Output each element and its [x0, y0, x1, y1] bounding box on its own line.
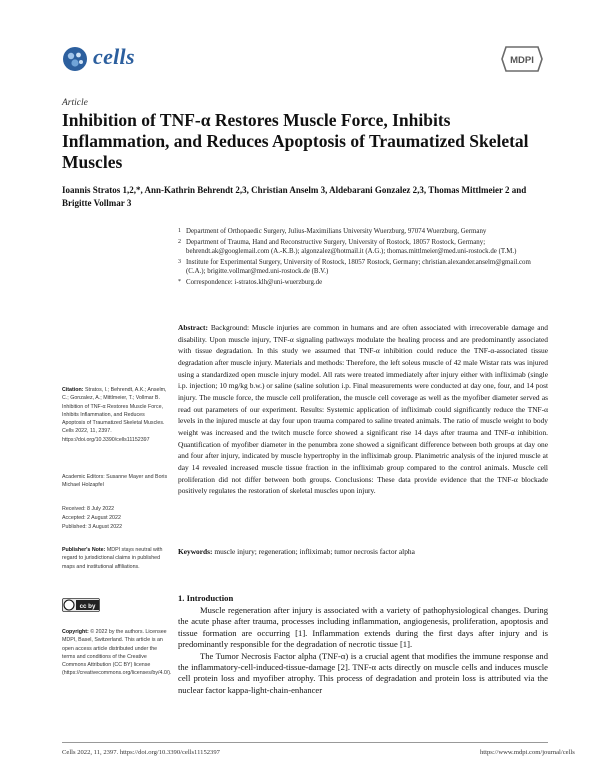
introduction-body — [178, 605, 548, 696]
footer-citation: Cells 2022, 11, 2397. https://doi.org/10.3390/cells11152397 — [62, 749, 220, 756]
abstract-text: Background: Muscle injuries are common in humans and are often associated with irrecoverable damage and disability. Upon muscle injury, TNF-α signaling pathways modulate the healing process and are predominantly associated with tissue degradation. In this study we assumed that TNF-α inhibition could reduce the TNF-α-associated tissue degradation after muscle injury. Materials and methods: Therefore, the left soleus muscle of 42 male Wistar rats was injured using a standardized open muscle injury model. All rats were treated immediately after injury either with infliximab (single i.p. injection; 10 mg/kg b.w.) or saline (saline solution i.p. Final measurements were conducted at day one, four, and 14 post injury. The muscle force, the muscle cell proliferation, the muscle cell coverage as well as the myofiber diameter served as read out parameters of our experiment. Results: Systemic application of infliximab could significantly reduce the TNF-α levels in the injured muscle at day four upon trauma compared to saline treated animals. The ratio of muscle weight to body weight was increased and the twitch muscle force showed a significant rise 14 days after trauma and TNF-α inhibition. Quantification of myofiber diameter in the penumbra zone showed a significant difference between both groups at day one and four after injury, indicated by muscle hypertrophy in the infliximab group. Planimetric analysis of the injured muscle at day 14 revealed increased muscle tissue fraction in the infliximab group compared to the control animals. Muscle cell proliferation did not differ between both groups. Conclusions: These data provide evidence that the TNF-α blockade positively regulates the restoration of skeletal muscles upon injury. — [178, 323, 548, 496]
publisher-note-label: Publisher's Note: — [62, 547, 106, 553]
intro-paragraph: Muscle regeneration after injury is associated with a variety of pathophysiological changes. During the acute phase after trauma, processes including inflammation, angiogenesis, proliferation, apoptosis and tissue formation are occurring [1]. Inflammation extends during the first days after injury and is predominantly responsible for the degradation of necrotic tissue [1]. — [178, 605, 548, 650]
keywords-label: Keywords: — [178, 547, 213, 556]
cc-by-license-badge — [62, 598, 100, 612]
paper-title: Inhibition of TNF-α Restores Muscle Force, Inhibits Inflammation, and Reduces Apoptosis of Traumatized Skeletal Muscles — [62, 110, 529, 172]
accepted-date: Accepted: 2 August 2022 — [62, 515, 121, 521]
affiliations — [178, 227, 548, 290]
article-type: Article — [62, 98, 88, 108]
published-date: Published: 3 August 2022 — [62, 524, 123, 530]
affiliation-text: Institute for Experimental Surgery, University of Rostock, 18057 Rostock, Germany; christian.alexander.anselm@gmail.com (C.A.); brigitte.vollmar@med.uni-rostock.de (B.V.) — [186, 259, 531, 276]
affiliation-marker: * — [178, 279, 181, 286]
footer-journal-url[interactable]: https://www.mdpi.com/journal/cells — [480, 749, 575, 756]
cells-logo-icon — [62, 46, 88, 72]
abstract — [178, 322, 548, 497]
footer-rule — [62, 742, 548, 743]
keywords-text: muscle injury; regeneration; infliximab; tumor necrosis factor alpha — [214, 547, 415, 556]
intro-paragraph: The Tumor Necrosis Factor alpha (TNF-α) is a crucial agent that modifies the immune response and the inflammatory-cell-induced-tissue-damage [2]. TNF-α acts directly on muscle cells and induces muscle cell protein loss and myofiber atrophy. This process of degradation and protein loss is attributed via the nuclear factor kappa-light-chain-enhancer — [178, 650, 548, 695]
publisher-note-text: MDPI stays neutral with regard to jurisdictional claims in published maps and institutional affiliations. — [62, 547, 163, 570]
affiliation-text: Correspondence: i-stratos.klh@uni-wuerzburg.de — [186, 279, 323, 287]
mdpi-logo — [500, 43, 544, 77]
journal-name: cells — [93, 44, 135, 69]
affiliation-text: Department of Trauma, Hand and Reconstructive Surgery, University of Rostock, 18057 Rostock, Germany; behrendt.ak@googlemail.com (A.-K.B.); algonzalez@hotmail.it (A.G.); thomas.mittlmeier@med.uni-rostock.de (T.M.) — [186, 239, 517, 256]
citation-label: Citation: — [62, 387, 84, 393]
affiliation-item — [178, 227, 548, 236]
publisher-note — [62, 546, 168, 571]
keywords — [178, 546, 548, 557]
citation-block — [62, 386, 168, 444]
affiliation-marker: 1 — [178, 228, 181, 234]
affiliation-text: Department of Orthopaedic Surgery, Julius-Maximilians University Wuerzburg, 97074 Wuerzburg, Germany — [186, 228, 487, 235]
academic-editors: Academic Editors: Susanne Mayer and Boris Michael Holzapfel — [62, 474, 168, 489]
copyright-block — [62, 628, 172, 678]
mdpi-logo-text: MDPI — [510, 55, 534, 66]
cc-badge-text: cc by — [79, 602, 96, 610]
copyright-text: © 2022 by the authors. Licensee MDPI, Basel, Switzerland. This article is an open access article distributed under the terms and conditions of the Creative Commons Attribution (CC BY) license (https://creativecommons.org/licenses/by/4.0/). — [62, 629, 172, 677]
author-list: Ioannis Stratos 1,2,*, Ann-Kathrin Behrendt 2,3, Christian Anselm 3, Aldebarani Gonzalez 2,3, Thomas Mittlmeier 2 and Brigitte Vollmar 3 — [62, 185, 527, 208]
affiliation-item — [178, 278, 548, 287]
section-heading-introduction: 1. Introduction — [178, 593, 234, 603]
affiliation-item — [178, 238, 548, 256]
copyright-label: Copyright: — [62, 629, 89, 635]
received-date: Received: 8 July 2022 — [62, 506, 115, 512]
affiliation-marker: 3 — [178, 259, 181, 266]
abstract-label: Abstract: — [178, 323, 208, 332]
citation-text: Stratos, I.; Behrendt, A.K.; Anselm, C.; Gonzalez, A.; Mittlmeier, T.; Vollmar B. Inhibition of TNF-α Restores Muscle Force, Inhibits Inflammation, and Reduces Apoptosis of Traumatized Skeletal Muscles. Cells 2022, 11, 2397. https://doi.org/10.3390/cells11152397 — [62, 387, 167, 443]
affiliation-marker: 2 — [178, 239, 181, 246]
affiliation-item — [178, 258, 548, 276]
